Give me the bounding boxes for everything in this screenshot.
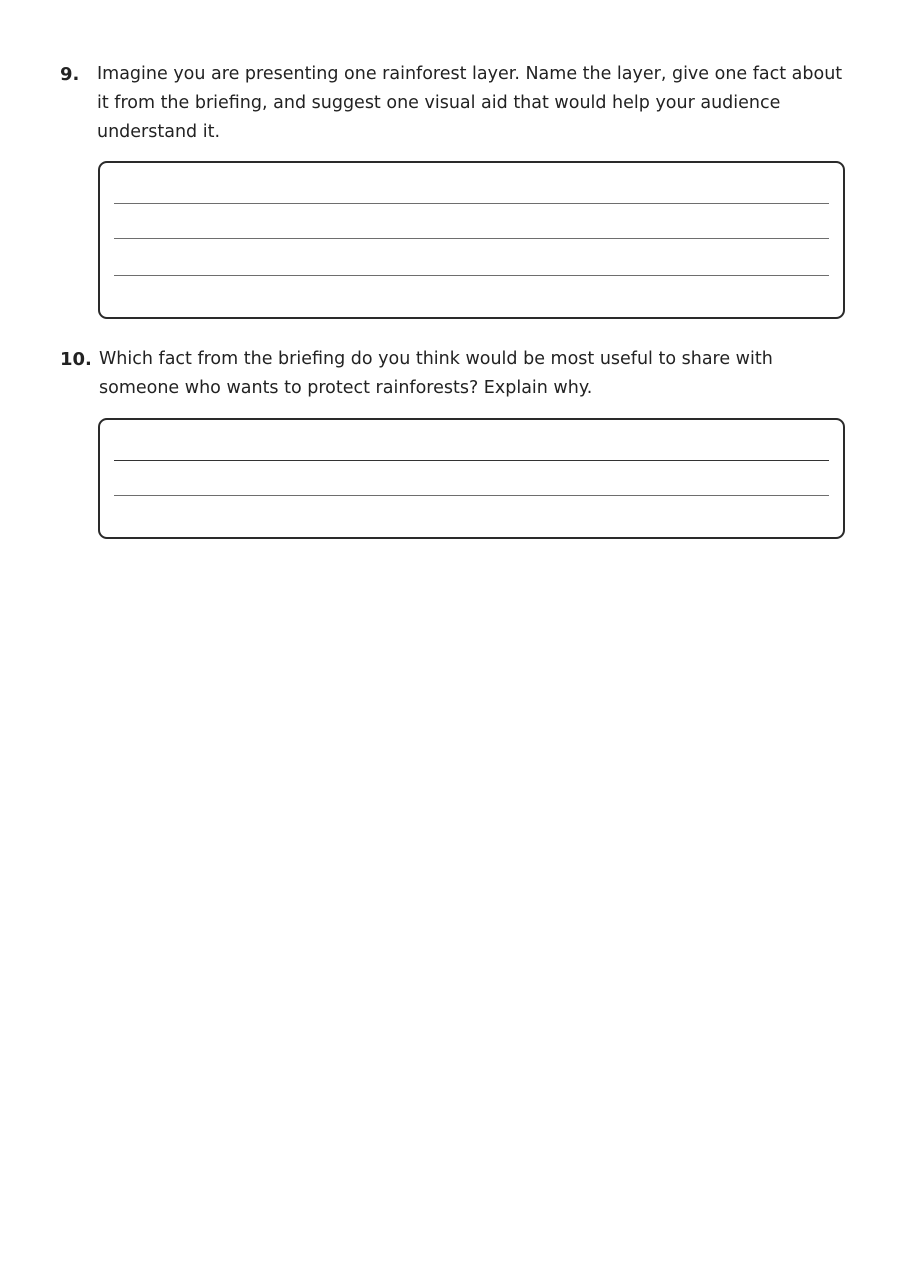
answer-line xyxy=(114,203,829,204)
answer-line xyxy=(114,495,829,496)
question-9 xyxy=(60,60,850,147)
answer-box-question-10[interactable] xyxy=(98,418,845,539)
question-prompt: Imagine you are presenting one rainforest layer. Name the layer, give one fact about it from the briefing, and suggest one visual aid that would help your audience understand it. xyxy=(97,64,843,142)
question-10 xyxy=(60,345,850,403)
question-prompt: Which fact from the briefing do you think would be most useful to share with someone who wants to protect rainforests? Explain why. xyxy=(99,349,773,398)
question-number: 10. xyxy=(60,349,92,370)
answer-line xyxy=(114,275,829,276)
answer-box-question-9[interactable] xyxy=(98,161,845,319)
question-number: 9. xyxy=(60,64,80,85)
answer-line xyxy=(114,460,829,461)
answer-line xyxy=(114,238,829,239)
